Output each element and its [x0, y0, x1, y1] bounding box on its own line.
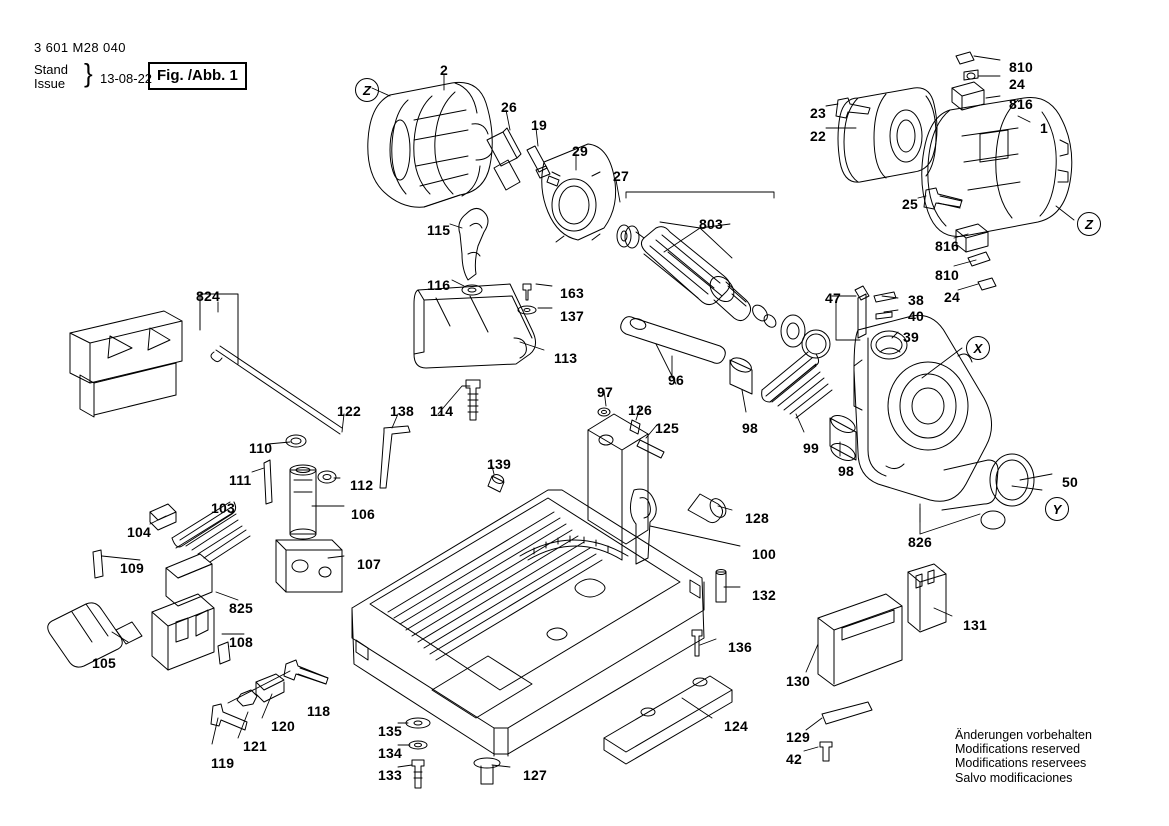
pivot-mount [588, 414, 656, 564]
sleeve-106 [290, 465, 316, 539]
callout-number-109: 109 [120, 560, 144, 576]
callout-number-106: 106 [351, 506, 375, 522]
callout-number-104: 104 [127, 524, 151, 540]
armature-bearing [781, 315, 830, 358]
armature-803 [636, 227, 778, 330]
section-mark-z-right: Z [1077, 212, 1101, 236]
callout-number-825: 825 [229, 600, 253, 616]
fence-824 [70, 311, 182, 417]
callout-number-40: 40 [908, 308, 924, 324]
nut-121 [237, 690, 257, 706]
pin-139 [488, 473, 505, 492]
switch-parts-top [952, 52, 984, 110]
pin-111 [264, 460, 272, 504]
issue-label: Issue [34, 76, 66, 91]
callout-number-25: 25 [902, 196, 918, 212]
callout-number-810: 810 [935, 267, 959, 283]
rail-124 [604, 676, 732, 764]
callout-number-1: 1 [1040, 120, 1048, 136]
screw-133 [412, 760, 424, 788]
callout-number-124: 124 [724, 718, 748, 734]
notice-en: Modifications reserved [955, 742, 1081, 757]
blade-129 [822, 702, 872, 724]
callout-number-115: 115 [427, 222, 451, 238]
pin-126 [630, 420, 640, 434]
callout-number-97: 97 [597, 384, 613, 400]
callout-number-107: 107 [357, 556, 381, 572]
callout-number-826: 826 [908, 534, 932, 550]
bushing-98-right [828, 412, 858, 464]
callout-number-42: 42 [786, 751, 802, 767]
washer-134 [409, 741, 427, 749]
hex-key-138 [380, 426, 410, 488]
pin-40 [876, 312, 892, 319]
callout-number-103: 103 [211, 500, 235, 516]
base-plate-100 [352, 490, 704, 756]
callout-number-24: 24 [944, 289, 960, 305]
callout-number-113: 113 [554, 350, 578, 366]
pin-47 [855, 286, 869, 338]
callout-number-132: 132 [752, 587, 776, 603]
screw-127 [474, 758, 500, 784]
washer-137 [518, 306, 536, 314]
callout-number-138: 138 [390, 403, 414, 419]
roller-128 [688, 494, 729, 523]
pin-125 [637, 440, 664, 458]
callout-number-19: 19 [531, 117, 547, 133]
clamp-825 [166, 554, 212, 606]
pin-132 [716, 570, 726, 603]
callout-number-119: 119 [211, 755, 235, 771]
spring-99 [762, 352, 832, 418]
callout-number-105: 105 [92, 655, 116, 671]
callout-number-134: 134 [378, 745, 402, 761]
callout-number-100: 100 [752, 546, 776, 562]
callout-number-136: 136 [728, 639, 752, 655]
callout-number-810: 810 [1009, 59, 1033, 75]
callout-number-118: 118 [307, 703, 331, 719]
callout-number-39: 39 [903, 329, 919, 345]
callout-number-129: 129 [786, 729, 810, 745]
screw-23 [836, 98, 870, 118]
callout-number-111: 111 [229, 472, 252, 488]
callout-number-38: 38 [908, 292, 924, 308]
washer-135 [406, 718, 430, 728]
screw-163 [523, 284, 531, 300]
callout-number-114: 114 [430, 403, 454, 419]
callout-number-96: 96 [668, 372, 684, 388]
callout-number-29: 29 [572, 143, 588, 159]
callout-number-130: 130 [786, 673, 810, 689]
callout-number-127: 127 [523, 767, 547, 783]
callout-number-22: 22 [810, 128, 826, 144]
part-number: 3 601 M28 040 [34, 40, 126, 55]
callout-number-135: 135 [378, 723, 402, 739]
bracket-108 [152, 594, 230, 670]
figure-label: Fig. /Abb. 1 [148, 62, 247, 90]
notice-de: Änderungen vorbehalten [955, 728, 1092, 742]
callout-number-163: 163 [560, 285, 584, 301]
carbon-brush-parts [487, 128, 559, 190]
callout-number-23: 23 [810, 105, 826, 121]
callout-number-47: 47 [825, 290, 841, 306]
callout-number-121: 121 [243, 738, 267, 754]
callout-number-816: 816 [1009, 96, 1033, 112]
callout-number-26: 26 [501, 99, 517, 115]
callout-number-24: 24 [1009, 76, 1025, 92]
callout-number-122: 122 [337, 403, 361, 419]
shaft-96 [621, 317, 726, 364]
callout-number-803: 803 [699, 216, 723, 232]
callout-number-98: 98 [742, 420, 758, 436]
section-mark-y-right: Y [1045, 497, 1069, 521]
bracket-107 [276, 540, 342, 592]
dust-chute-130 [818, 594, 902, 686]
guide-rod-122 [211, 346, 342, 434]
callout-number-99: 99 [803, 440, 819, 456]
callout-number-27: 27 [613, 168, 629, 184]
callout-number-137: 137 [560, 308, 584, 324]
screw-136 [692, 630, 702, 656]
bearing-27 [617, 225, 639, 248]
ring-110 [286, 435, 306, 447]
notice-fr: Modifications reservees [955, 756, 1087, 771]
section-mark-z-left: Z [355, 78, 379, 102]
callout-number-133: 133 [378, 767, 402, 783]
cover-113 [414, 284, 536, 368]
screw-118 [284, 660, 328, 684]
section-mark-x-right: X [966, 336, 990, 360]
callout-number-110: 110 [249, 440, 273, 456]
plate-131 [908, 564, 946, 632]
motor-housing-1 [922, 97, 1072, 236]
callout-number-50: 50 [1062, 474, 1078, 490]
screw-42 [820, 742, 832, 761]
callout-number-112: 112 [350, 477, 374, 493]
callout-number-824: 824 [196, 288, 220, 304]
callout-number-116: 116 [427, 277, 451, 293]
callout-number-125: 125 [655, 420, 679, 436]
callout-number-816: 816 [935, 238, 959, 254]
stator-housing [368, 82, 492, 207]
issue-date: 13-08-22 [100, 71, 153, 86]
callout-number-98: 98 [838, 463, 854, 479]
callout-number-139: 139 [487, 456, 511, 472]
callout-number-2: 2 [440, 62, 448, 78]
brace-glyph: } [84, 58, 93, 88]
ring-97 [598, 408, 610, 416]
callout-number-131: 131 [963, 617, 987, 633]
gear-housing [854, 315, 1034, 529]
callout-number-128: 128 [745, 510, 769, 526]
notice-es: Salvo modificaciones [955, 770, 1073, 785]
callout-number-126: 126 [628, 402, 652, 418]
stand-label: Stand [34, 62, 68, 77]
bushing-112 [318, 471, 336, 483]
callout-number-108: 108 [229, 634, 253, 650]
knob-115 [459, 208, 488, 280]
oring-39 [871, 331, 907, 359]
pin-109 [93, 550, 103, 578]
callout-number-120: 120 [271, 718, 295, 734]
bushing-98-left [729, 355, 754, 394]
